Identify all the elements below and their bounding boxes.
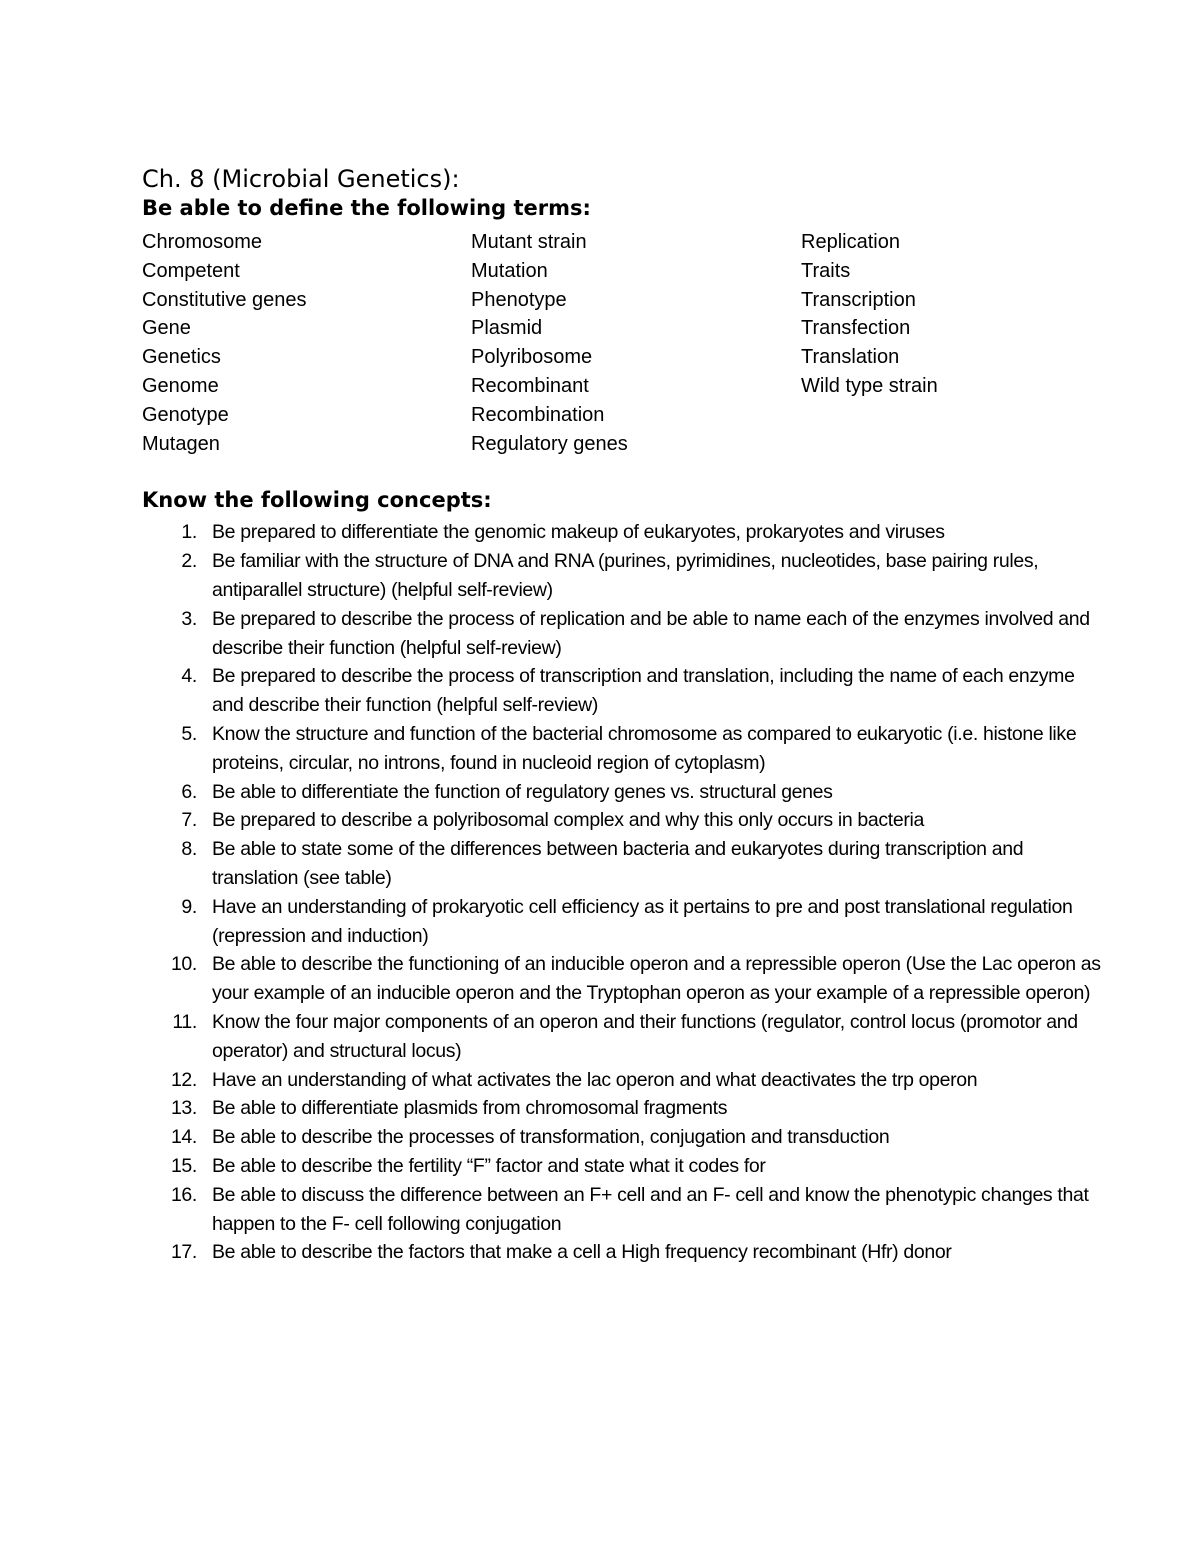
concept-number: 4. bbox=[181, 665, 197, 688]
term-item: Genetics bbox=[142, 346, 221, 369]
term-item: Gene bbox=[142, 317, 191, 340]
concept-text: Be able to describe the fertility “F” factor and state what it codes for bbox=[212, 1154, 766, 1177]
term-item: Genotype bbox=[142, 403, 229, 426]
concept-item bbox=[142, 835, 1102, 893]
concept-text: Be able to differentiate plasmids from chromosomal fragments bbox=[212, 1097, 728, 1120]
concept-item bbox=[142, 547, 1102, 605]
concept-text: Have an understanding of what activates the lac operon and what deactivates the trp operon bbox=[212, 1068, 978, 1091]
concept-item bbox=[142, 950, 1102, 1008]
concept-number: 17. bbox=[170, 1241, 197, 1264]
concept-text: Be able to describe the factors that make a cell a High frequency recombinant (Hfr) donor bbox=[212, 1241, 952, 1264]
concept-text: Be able to differentiate the function of regulatory genes vs. structural genes bbox=[212, 780, 833, 803]
term-item: Regulatory genes bbox=[471, 432, 628, 455]
concept-text: Be familiar with the structure of DNA and RNA (purines, pyrimidines, nucleotides, base pairing rules, antiparallel structure) (helpful self-review) bbox=[212, 550, 1039, 601]
term-item: Recombination bbox=[471, 403, 605, 426]
concept-item bbox=[142, 518, 1102, 547]
term-item: Constitutive genes bbox=[142, 288, 307, 311]
terms-heading: Be able to define the following terms: bbox=[142, 196, 591, 220]
concept-item bbox=[142, 605, 1102, 663]
concept-text: Be able to discuss the difference between an F+ cell and an F- cell and know the phenotypic changes that happen to the F- cell following conjugation bbox=[212, 1183, 1089, 1235]
terms-column-2 bbox=[471, 228, 801, 458]
concept-number: 12. bbox=[170, 1068, 197, 1091]
concept-item bbox=[142, 778, 1102, 807]
concept-text: Be able to state some of the differences between bacteria and eukaryotes during transcription and translation (see table) bbox=[212, 838, 1024, 889]
concept-item bbox=[142, 1008, 1102, 1066]
concept-item bbox=[142, 893, 1102, 951]
term-item: Traits bbox=[801, 259, 851, 282]
concept-item bbox=[142, 1123, 1102, 1152]
concept-item bbox=[142, 662, 1102, 720]
term-item: Mutagen bbox=[142, 432, 220, 455]
term-item: Translation bbox=[801, 346, 900, 369]
terms-grid bbox=[142, 228, 1102, 458]
term-item: Mutant strain bbox=[471, 231, 587, 253]
concept-item bbox=[142, 1181, 1102, 1239]
terms-column-1 bbox=[142, 228, 471, 458]
concept-number: 11. bbox=[172, 1010, 197, 1033]
concept-number: 7. bbox=[181, 809, 197, 832]
term-item: Plasmid bbox=[471, 317, 543, 340]
term-item: Recombinant bbox=[471, 374, 589, 397]
concept-text: Be prepared to describe the process of transcription and translation, including the name of each enzyme and describe their function (helpful self-review) bbox=[212, 665, 1075, 717]
concept-text: Be prepared to describe a polyribosomal complex and why this only occurs in bacteria bbox=[212, 809, 924, 832]
concepts-list bbox=[142, 518, 1102, 1267]
term-item: Replication bbox=[801, 231, 900, 253]
document-page bbox=[142, 164, 1102, 1267]
term-item: Transcription bbox=[801, 288, 916, 311]
concept-item bbox=[142, 806, 1102, 835]
term-item: Transfection bbox=[801, 317, 911, 340]
term-item: Competent bbox=[142, 259, 240, 282]
concept-number: 6. bbox=[181, 780, 197, 803]
concepts-heading: Know the following concepts: bbox=[142, 488, 492, 513]
concept-item bbox=[142, 1152, 1102, 1181]
concept-text: Know the structure and function of the bacterial chromosome as compared to eukaryotic (i.e. histone like proteins, circular, no introns, found in nucleoid region of cytoplasm) bbox=[212, 722, 1077, 774]
term-item: Phenotype bbox=[471, 288, 567, 311]
concept-text: Know the four major components of an operon and their functions (regulator, control locus (promotor and operator) and structural locus) bbox=[212, 1010, 1078, 1062]
concept-number: 1. bbox=[181, 521, 197, 544]
concept-number: 9. bbox=[181, 895, 197, 918]
concept-text: Have an understanding of prokaryotic cell efficiency as it pertains to pre and post translational regulation (repression and induction) bbox=[212, 895, 1073, 947]
concept-item bbox=[142, 720, 1102, 778]
term-item: Genome bbox=[142, 374, 219, 397]
concept-text: Be prepared to differentiate the genomic makeup of eukaryotes, prokaryotes and viruses bbox=[212, 521, 945, 544]
concept-number: 3. bbox=[181, 607, 197, 630]
concept-number: 2. bbox=[181, 550, 197, 573]
term-item: Mutation bbox=[471, 259, 548, 282]
concept-number: 15. bbox=[170, 1154, 197, 1177]
concept-item bbox=[142, 1094, 1102, 1123]
term-item: Wild type strain bbox=[801, 374, 938, 397]
concept-number: 10. bbox=[170, 953, 197, 976]
concept-text: Be able to describe the processes of transformation, conjugation and transduction bbox=[212, 1126, 890, 1149]
chapter-title: Ch. 8 (Microbial Genetics): bbox=[142, 165, 460, 193]
concept-number: 14. bbox=[170, 1126, 197, 1149]
concept-item bbox=[142, 1238, 1102, 1267]
concept-number: 16. bbox=[170, 1183, 197, 1206]
terms-column-3 bbox=[801, 228, 1101, 458]
term-item: Polyribosome bbox=[471, 346, 593, 369]
concept-number: 5. bbox=[181, 722, 197, 745]
concept-number: 13. bbox=[170, 1097, 197, 1120]
term-item: Chromosome bbox=[142, 231, 263, 253]
concept-text: Be prepared to describe the process of replication and be able to name each of the enzymes involved and describe their function (helpful self-review) bbox=[212, 607, 1090, 659]
concept-number: 8. bbox=[181, 838, 197, 861]
concept-item bbox=[142, 1066, 1102, 1095]
concept-text: Be able to describe the functioning of an inducible operon and a repressible operon (Use the Lac operon as your example of an inducible operon and the Tryptophan operon as your example of a repressible operon) bbox=[212, 953, 1101, 1005]
